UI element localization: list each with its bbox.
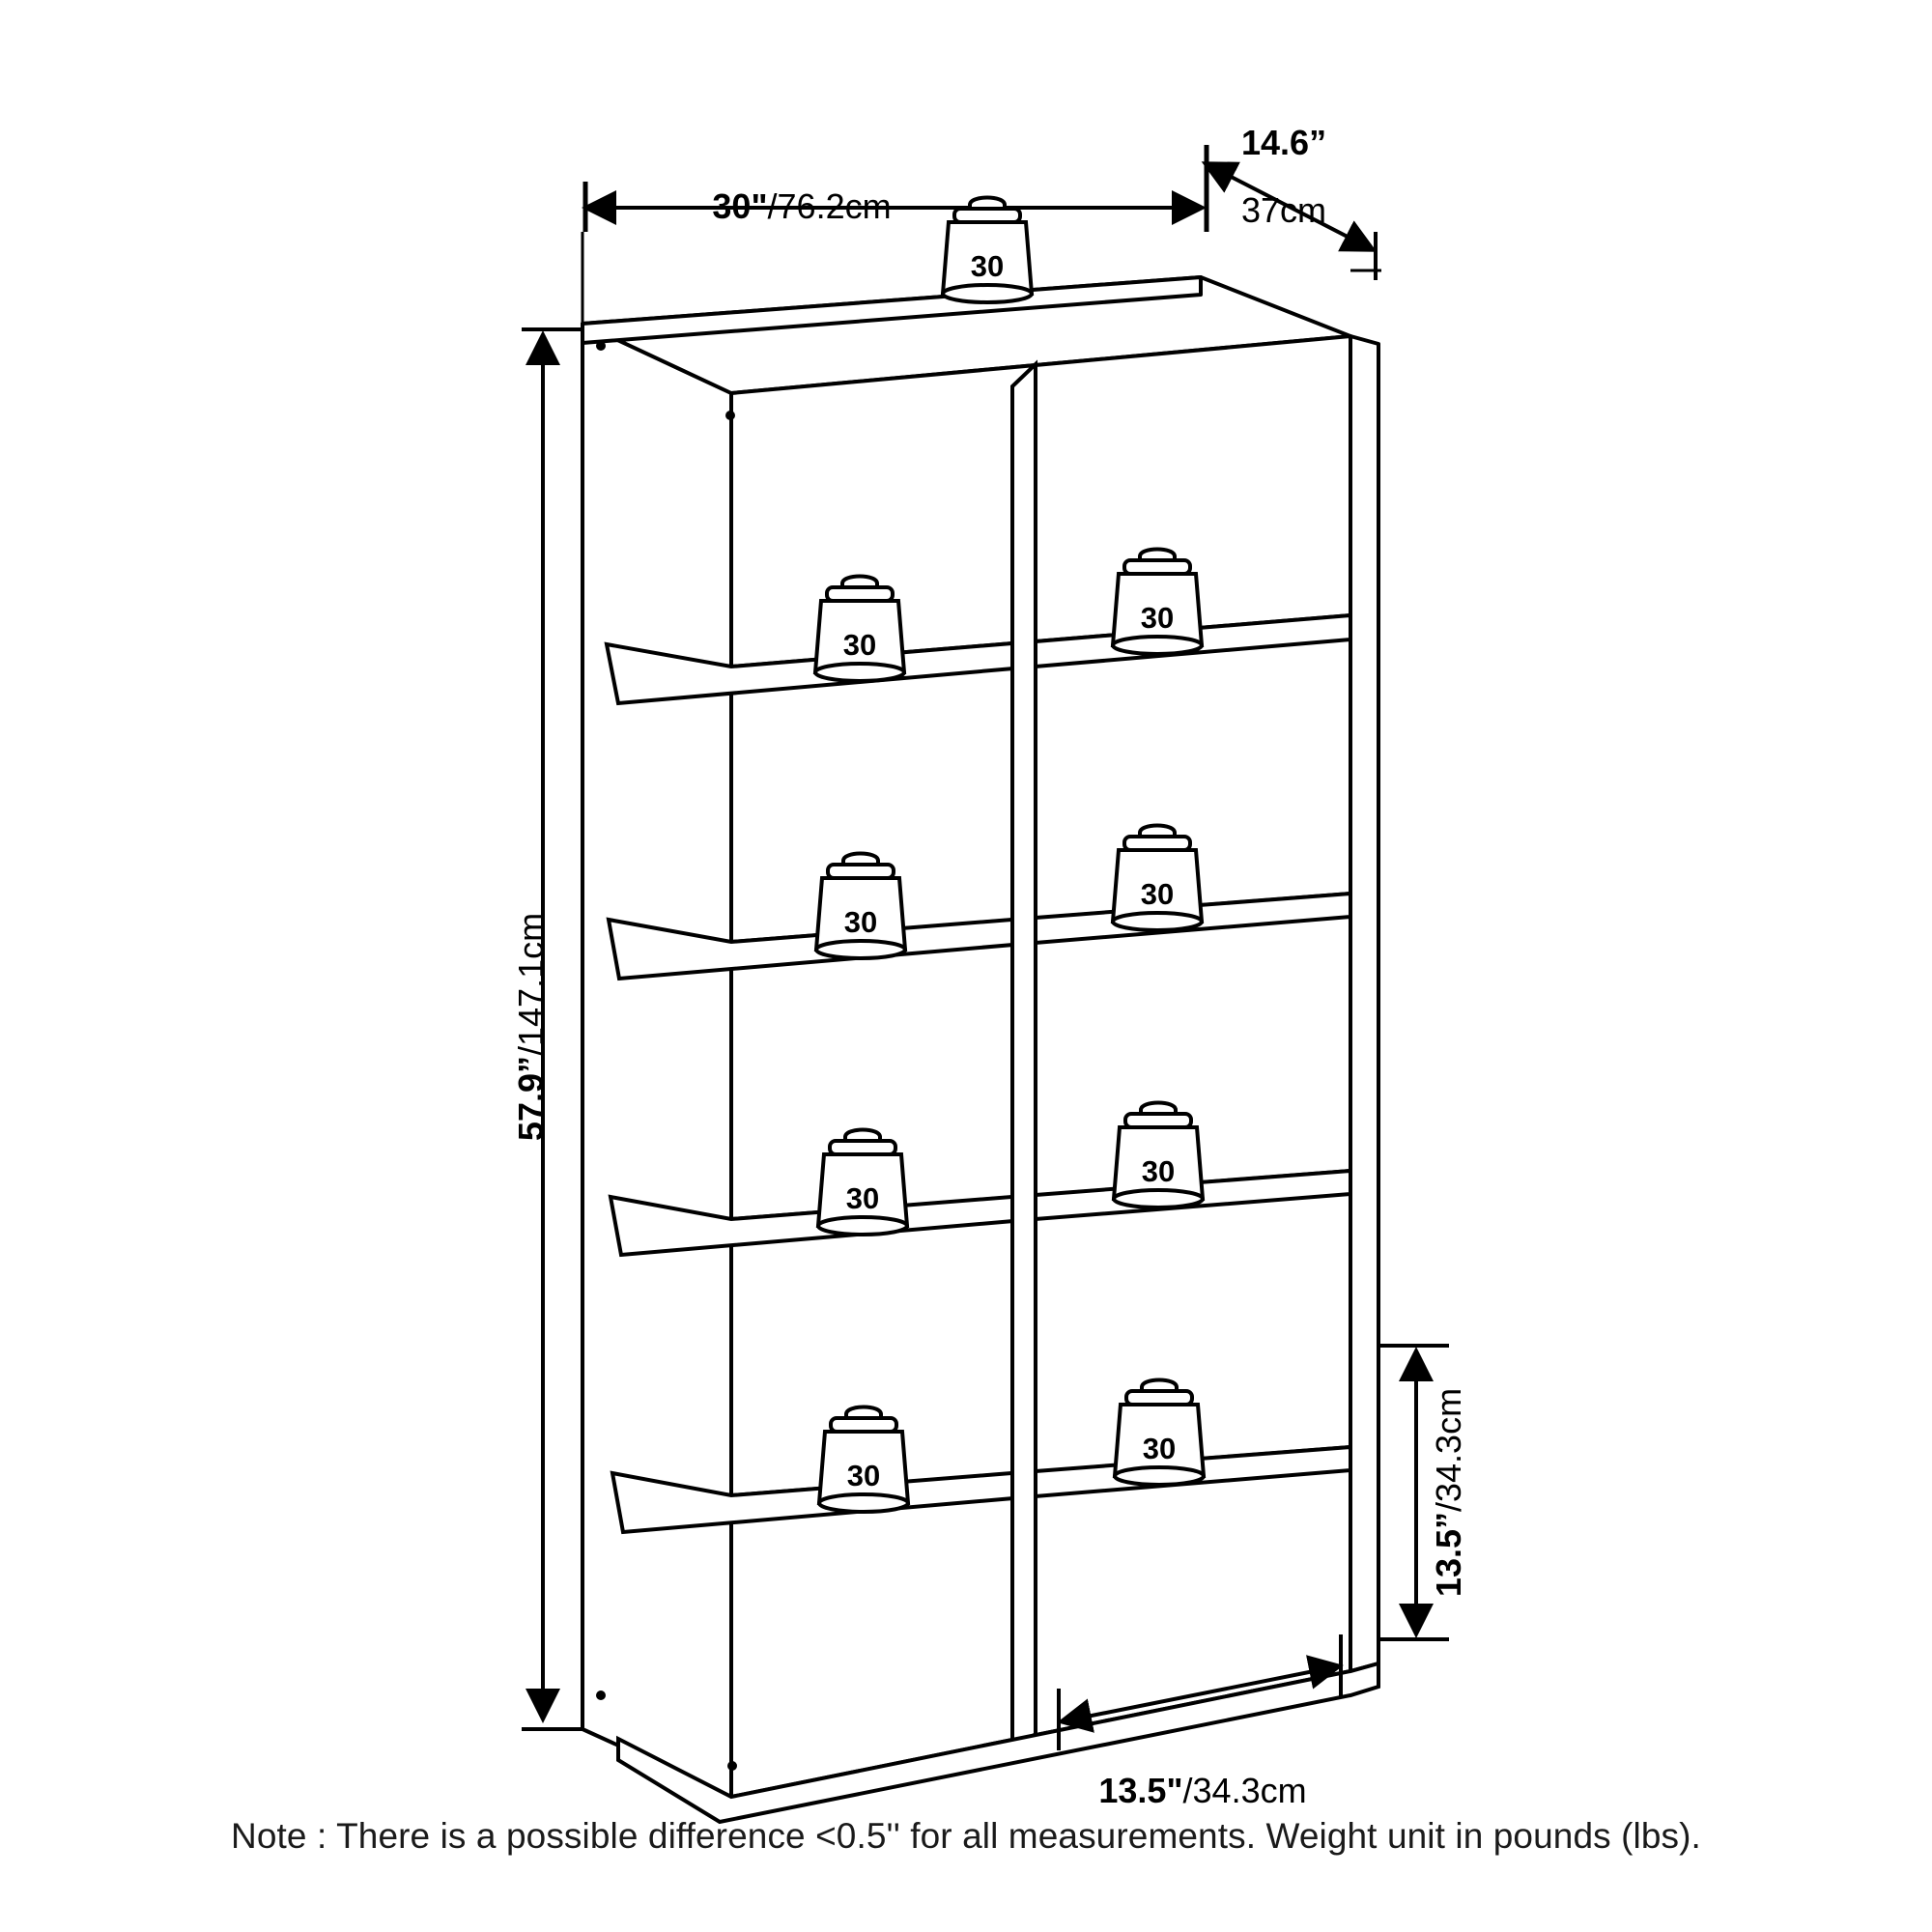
weight-icon-shelf-2-right xyxy=(1113,826,1202,931)
weight-icon-shelf-3-left xyxy=(818,1130,907,1236)
left-side-panel xyxy=(582,324,731,1797)
weight-icon-shelf-4-right xyxy=(1115,1380,1204,1486)
dim-depth-label-metric: 37cm xyxy=(1241,190,1327,230)
center-divider xyxy=(1012,364,1036,1750)
weight-value: 30 xyxy=(845,1181,880,1215)
dim-height-label: 57.9”/147.1cm xyxy=(511,912,551,1142)
bookcase-body xyxy=(582,277,1378,1797)
weight-icon-shelf-3-right xyxy=(1114,1103,1203,1208)
weight-icon-top-surface xyxy=(943,198,1032,303)
weight-value: 30 xyxy=(842,628,877,662)
weight-value: 30 xyxy=(1142,1432,1177,1465)
weight-icon-shelf-2-left xyxy=(816,854,905,959)
weight-value: 30 xyxy=(970,249,1005,283)
weight-value: 30 xyxy=(1140,877,1175,911)
weight-value: 30 xyxy=(1141,1154,1176,1188)
measurement-note: Note : There is a possible difference <0.5'' for all measurements. Weight unit in pounds (lbs). xyxy=(231,1816,1701,1856)
dim-cube-height-label: 13.5”/34.3cm xyxy=(1429,1387,1468,1598)
dim-cube-width-label: 13.5"/34.3cm xyxy=(1098,1771,1307,1810)
weight-value: 30 xyxy=(843,905,878,939)
right-side-panel xyxy=(1350,336,1378,1671)
weight-icon-shelf-1-right xyxy=(1113,550,1202,655)
weight-icon-shelf-4-left xyxy=(819,1407,908,1513)
weight-value: 30 xyxy=(846,1459,881,1492)
weight-value: 30 xyxy=(1140,601,1175,635)
interior-back xyxy=(731,336,1350,1797)
weight-icon-shelf-1-left xyxy=(815,577,904,682)
dim-width-label: 30"/76.2cm xyxy=(712,186,892,226)
dim-depth-label-imperial: 14.6” xyxy=(1241,123,1327,162)
